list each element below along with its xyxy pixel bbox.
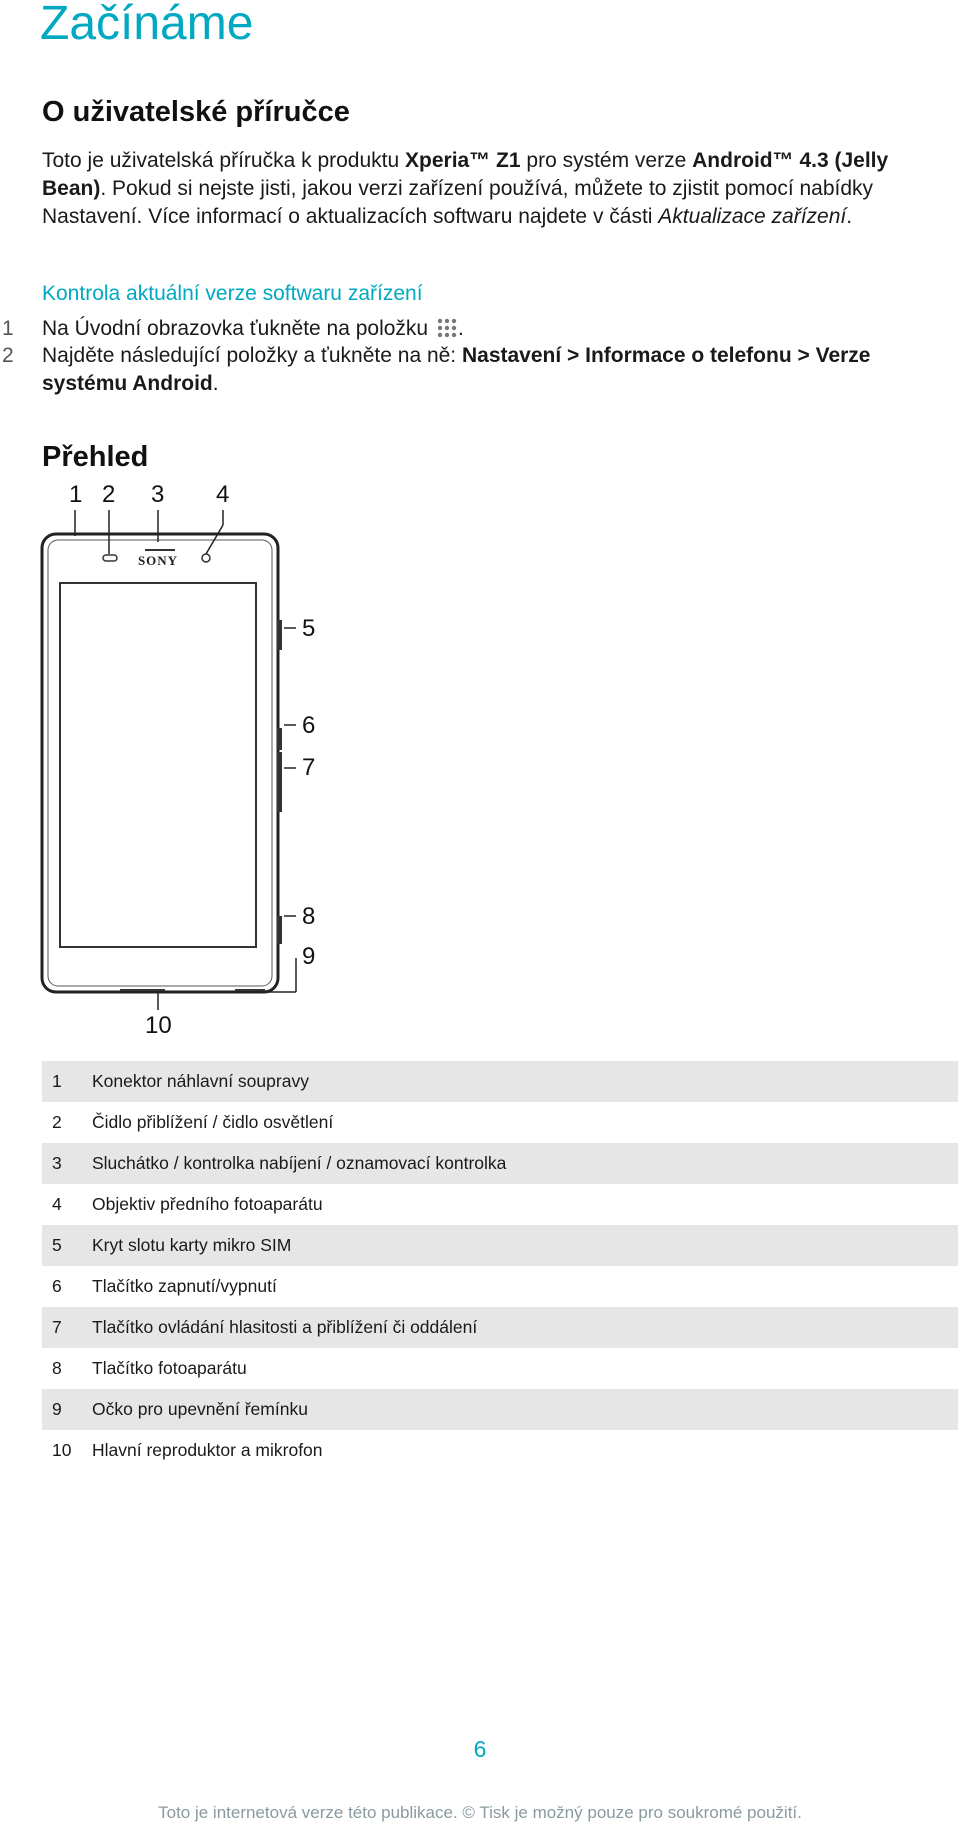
brand-logo: SONY	[137, 553, 179, 568]
callout-3: 3	[151, 481, 165, 508]
table-row	[42, 1389, 958, 1430]
step-text: Na Úvodní obrazovka ťukněte na položku	[42, 317, 434, 340]
table-row	[42, 1266, 958, 1307]
callout-7: 7	[302, 754, 316, 781]
table-row	[42, 1430, 958, 1471]
legend-num: 6	[52, 1276, 62, 1296]
chapter-title: Začínáme	[40, 0, 254, 50]
legend-text: Tlačítko fotoaparátu	[92, 1358, 247, 1378]
intro-text-4: .	[846, 205, 853, 228]
callout-1: 1	[69, 481, 83, 508]
legend-num: 10	[52, 1440, 72, 1460]
camera-button	[277, 916, 282, 944]
legend-text: Hlavní reproduktor a mikrofon	[92, 1440, 323, 1460]
legend-text: Objektiv předního fotoaparátu	[92, 1194, 323, 1214]
table-row	[42, 1184, 958, 1225]
footer-note: Toto je internetová verze této publikace. © Tisk je možný pouze pro soukromé použití.	[158, 1803, 802, 1822]
step-text: Najděte následující položky a ťukněte na ně:	[42, 344, 462, 367]
legend-num: 8	[52, 1358, 62, 1378]
legend-num: 4	[52, 1194, 62, 1214]
legend-num: 7	[42, 1307, 92, 1348]
step-number: 2	[2, 344, 14, 367]
legend-num: 5	[42, 1225, 92, 1266]
legend-num: 3	[42, 1143, 92, 1184]
legend-num: 2	[52, 1112, 62, 1132]
callout-9: 9	[302, 943, 316, 970]
intro-link-updates[interactable]: Aktualizace zařízení	[658, 205, 847, 228]
procedure-heading: Kontrola aktuální verze softwaru zařízení	[42, 282, 423, 305]
page-number: 6	[473, 1736, 487, 1762]
table-row	[42, 1143, 958, 1184]
sim-slot-cover	[277, 620, 282, 650]
phone-screen	[60, 583, 256, 947]
legend-text: Sluchátko / kontrolka nabíjení / oznamovací kontrolka	[92, 1143, 958, 1184]
step-text-end: .	[457, 317, 464, 340]
callout-5: 5	[302, 615, 316, 642]
legend-num: 1	[42, 1061, 92, 1102]
procedure-step-2	[2, 342, 922, 398]
legend-text: Tlačítko ovládání hlasitosti a přiblížení či oddálení	[92, 1307, 958, 1348]
legend-num: 9	[42, 1389, 92, 1430]
intro-android-version: Android™ 4.3 (Jelly Bean)	[42, 149, 889, 200]
legend-text: Tlačítko zapnutí/vypnutí	[92, 1276, 277, 1296]
overview-legend-table	[42, 1061, 958, 1471]
table-row	[42, 1061, 958, 1102]
proximity-sensor	[103, 555, 117, 561]
section-heading-overview: Přehled	[42, 441, 149, 473]
power-button	[277, 728, 282, 750]
legend-text: Očko pro upevnění řemínku	[92, 1389, 958, 1430]
callout-4: 4	[216, 481, 230, 508]
apps-grid-icon	[436, 317, 458, 339]
callout-8: 8	[302, 903, 316, 930]
volume-button	[277, 752, 282, 812]
legend-text: Kryt slotu karty mikro SIM	[92, 1225, 958, 1266]
procedure-step-1	[2, 315, 922, 343]
intro-text-3: . Pokud si nejste jisti, jakou verzi zařízení používá, můžete to zjistit pomocí nabídky Nastavení. Více informací o aktualizacích softwaru najdete v části	[42, 177, 874, 228]
step-menu-path: Nastavení > Informace o telefonu > Verze systému Android	[42, 344, 871, 395]
section-heading-user-guide: O uživatelské příručce	[42, 96, 350, 128]
legend-text: Konektor náhlavní soupravy	[92, 1061, 958, 1102]
step-number: 1	[2, 317, 14, 340]
step-text-end: .	[212, 372, 219, 395]
callout-10: 10	[145, 1012, 172, 1039]
intro-text-1: Toto je uživatelská příručka k produktu	[42, 149, 406, 172]
intro-paragraph	[42, 147, 922, 231]
table-row	[42, 1102, 958, 1143]
intro-product-name: Xperia™ Z1	[405, 149, 521, 172]
intro-text-2: pro systém verze	[520, 149, 693, 172]
front-camera	[202, 554, 210, 562]
table-row	[42, 1225, 958, 1266]
table-row	[42, 1307, 958, 1348]
callout-6: 6	[302, 712, 316, 739]
callout-2: 2	[102, 481, 116, 508]
table-row	[42, 1348, 958, 1389]
phone-diagram	[0, 480, 960, 1040]
legend-text: Čidlo přiblížení / čidlo osvětlení	[92, 1112, 334, 1132]
